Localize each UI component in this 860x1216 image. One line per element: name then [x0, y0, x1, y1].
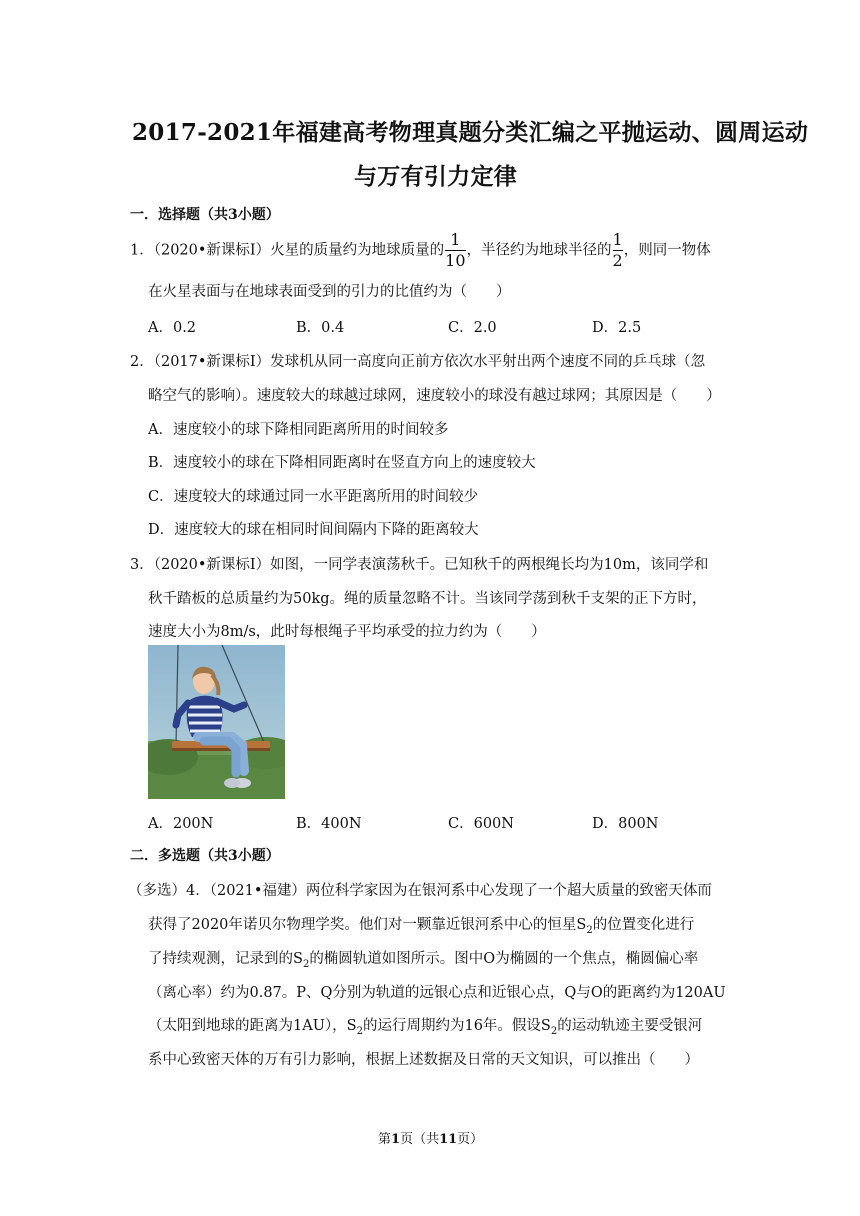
- q3-option-d: D．800N: [592, 816, 659, 832]
- question-4-line3: 了持续观测，记录到的$S_2$的椭圆轨道如图所示。图中O为椭圆的一个焦点，椭圆偏心率: [148, 951, 699, 970]
- question-4-line2: 获得了2020年诺贝尔物理学奖。他们对一颗靠近银河系中心的恒星$S_2$的位置变化进行: [148, 917, 695, 936]
- q1-text-c: ，则同一物体: [623, 242, 711, 259]
- q3-option-c: C．600N: [448, 816, 514, 832]
- q1-option-b: B．0.4: [296, 320, 345, 336]
- q3-option-a: A．200N: [148, 816, 214, 832]
- section-heading-multiple: 二．多选题（共3小题）: [130, 848, 280, 864]
- question-3-line2: 秋千踏板的总质量约为50kg。绳的质量忽略不计。当该同学荡到秋千支架的正下方时，: [148, 591, 707, 607]
- q2-option-d: D．速度较大的球在相同时间间隔内下降的距离较大: [148, 522, 479, 538]
- q1-option-c: C．2.0: [448, 320, 497, 336]
- q1-text-b: ，半径约为地球半径的: [466, 242, 612, 259]
- question-2-line1: 2．（2017•新课标Ⅰ）发球机从同一高度向正前方依次水平射出两个速度不同的乒乓球（忽: [130, 354, 706, 370]
- fraction-one-half: $\frac{1}{2}$: [612, 230, 623, 270]
- question-4-line6: 系中心致密天体的万有引力影响，根据上述数据及日常的天文知识，可以推出（ ）: [148, 1052, 699, 1068]
- fraction-one-tenth: $\frac{1}{10}$: [445, 230, 466, 270]
- q1-option-a: A．0.2: [148, 320, 197, 336]
- q1-text-a: 1．（2020•新课标Ⅰ）火星的质量约为地球质量的: [130, 242, 445, 259]
- question-1-line2: 在火星表面与在地球表面受到的引力的比值约为（ ）: [148, 284, 511, 300]
- q2-option-a: A．速度较小的球下降相同距离所用的时间较多: [148, 422, 449, 438]
- page-title-line2: 与万有引力定律: [354, 163, 518, 190]
- q2-option-c: C．速度较大的球通过同一水平距离所用的时间较少: [148, 489, 479, 505]
- total-pages: 11: [439, 1132, 458, 1147]
- question-1-line1: [130, 232, 711, 269]
- q2-option-b: B．速度较小的球在下降相同距离时在竖直方向上的速度较大: [148, 455, 536, 471]
- section-heading-choice: 一．选择题（共3小题）: [130, 207, 280, 223]
- page-title-line1: 2017-2021年福建高考物理真题分类汇编之平抛运动、圆周运动: [132, 119, 809, 146]
- page-number: 1: [391, 1132, 401, 1147]
- page-footer: 第1页（共11页）: [378, 1132, 484, 1147]
- question-3-line3: 速度大小为8m/s，此时每根绳子平均承受的拉力约为（ ）: [148, 624, 546, 640]
- girl-on-swing-illustration: [148, 645, 285, 799]
- question-4-line1: （多选）4．（2021•福建）两位科学家因为在银河系中心发现了一个超大质量的致密天体而: [128, 883, 712, 899]
- question-3-line1: 3．（2020•新课标Ⅰ）如图，一同学表演荡秋千。已知秋千的两根绳长均为10m，该同学和: [130, 557, 709, 573]
- q3-option-b: B．400N: [296, 816, 362, 832]
- question-4-line4: （离心率）约为0.87。P、Q分别为轨道的远银心点和近银心点，Q与O的距离约为120AU: [148, 985, 726, 1001]
- swing-photo: [148, 645, 285, 799]
- question-2-line2: 略空气的影响）。速度较大的球越过球网，速度较小的球没有越过球网；其原因是（ ）: [148, 388, 721, 404]
- question-4-line5: （太阳到地球的距离为1AU），$S_2$的运行周期约为16年。假设$S_2$的运动轨迹主要受银河: [148, 1018, 703, 1037]
- q1-option-d: D．2.5: [592, 320, 642, 336]
